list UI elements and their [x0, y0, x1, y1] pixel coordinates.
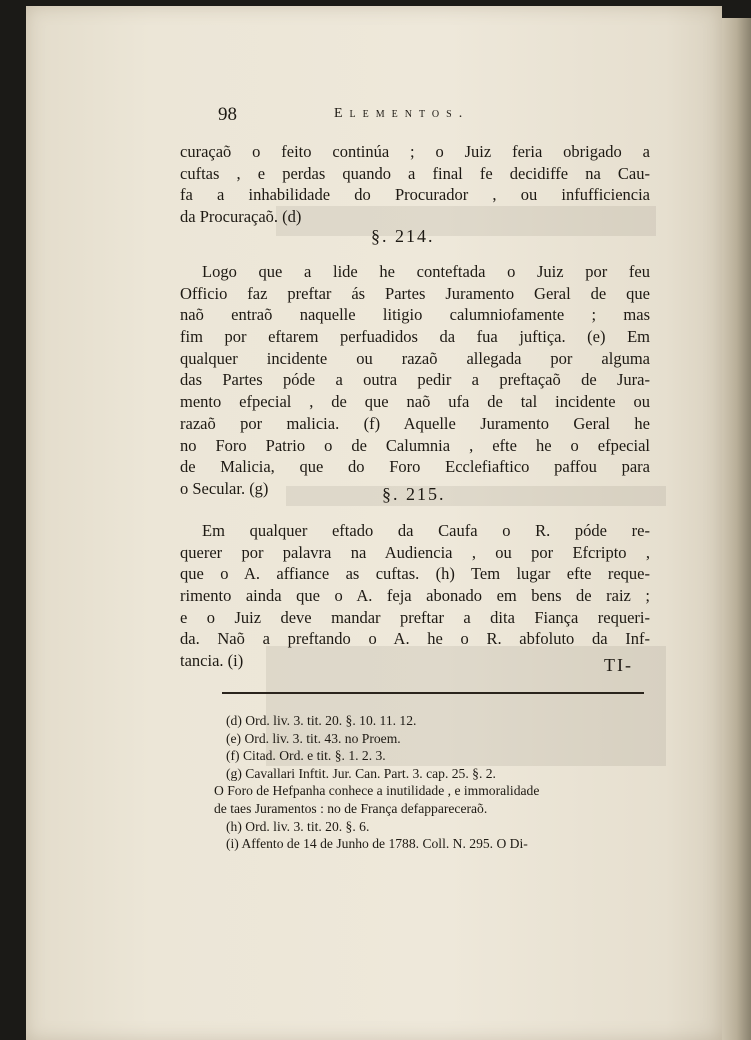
footnote-rule: [222, 692, 644, 694]
catchword: TI-: [604, 655, 633, 675]
text-line: o Secular. (g): [180, 478, 269, 498]
footnote: O Foro de Hefpanha conhece a inutilidade , e immoralidade: [214, 783, 540, 799]
footnotes: [214, 712, 650, 853]
text-line: fim por eftarem perfuadidos da fua juftiça. (e) Em: [180, 327, 650, 347]
paragraph-214: [180, 261, 650, 500]
footnote: (d) Ord. liv. 3. tit. 20. §. 10. 11. 12.: [226, 713, 417, 728]
text-line: da Procuraçaõ. (d): [180, 207, 302, 227]
text-line: tancia. (i): [180, 651, 244, 671]
text-line: Officio faz preftar ás Partes Juramento Geral de que: [180, 283, 650, 303]
text-line: naõ entraõ naquelle litigio calumniofamente ; mas: [180, 305, 650, 325]
page-header: [218, 104, 548, 130]
page-number: 98: [218, 104, 237, 125]
text-line: que o A. affiance as cuftas. (h) Tem lugar efte reque-: [180, 564, 650, 584]
footnote: (i) Affento de 14 de Junho de 1788. Coll. N. 295. O Di-: [226, 836, 528, 852]
footnote: (f) Citad. Ord. e tit. §. 1. 2. 3.: [226, 748, 386, 764]
paragraph-intro: [180, 141, 650, 228]
footnote: (g) Cavallari Inftit. Jur. Can. Part. 3. cap. 25. §. 2.: [226, 765, 496, 781]
text-line: Logo que a lide he conteftada o Juiz por feu: [202, 262, 650, 281]
text-line: razaõ por malicia. (f) Aquelle Juramento Geral he: [180, 413, 650, 433]
text-line: querer por palavra na Audiencia , ou por Efcripto ,: [180, 542, 650, 562]
text-line: qualquer incidente ou razaõ allegada por alguma: [180, 348, 650, 368]
text-line: mento efpecial , de que naõ ufa de tal incidente ou: [180, 392, 650, 412]
text-line: da. Naõ a preftando o A. he o R. abfoluto da Inf-: [180, 629, 650, 649]
text-line: rimento ainda que o A. feja abonado em bens de raiz ;: [180, 586, 650, 606]
next-page-edge: [722, 18, 751, 1040]
running-title: Elementos.: [334, 106, 470, 121]
text-line: e o Juiz deve mandar preftar a dita Fiança requeri-: [180, 607, 650, 627]
text-line: cuftas , e perdas quando a final fe decidiffe na Cau-: [180, 163, 650, 183]
text-line: de Malicia, que do Foro Ecclefiaftico paffou para: [180, 457, 650, 477]
text-line: Em qualquer eftado da Caufa o R. póde re-: [202, 521, 650, 540]
section-heading-215: §. 215.: [382, 484, 446, 504]
text-line: curaçaõ o feito continúa ; o Juiz feria obrigado a: [180, 142, 650, 161]
footnote: (e) Ord. liv. 3. tit. 43. no Proem.: [226, 730, 401, 746]
text-line: no Foro Patrio o de Calumnia , efte he o efpecial: [180, 435, 650, 455]
section-heading-214: §. 214.: [371, 226, 435, 246]
paragraph-215: [180, 520, 650, 672]
footnote: de taes Juramentos : no de França defappareceraõ.: [214, 800, 488, 816]
text-line: fa a inhabilidade do Procurador , ou infufficiencia: [180, 185, 650, 205]
footnote: (h) Ord. liv. 3. tit. 20. §. 6.: [226, 818, 370, 834]
text-line: das Partes póde a outra pedir a preftaçaõ de Jura-: [180, 370, 650, 390]
